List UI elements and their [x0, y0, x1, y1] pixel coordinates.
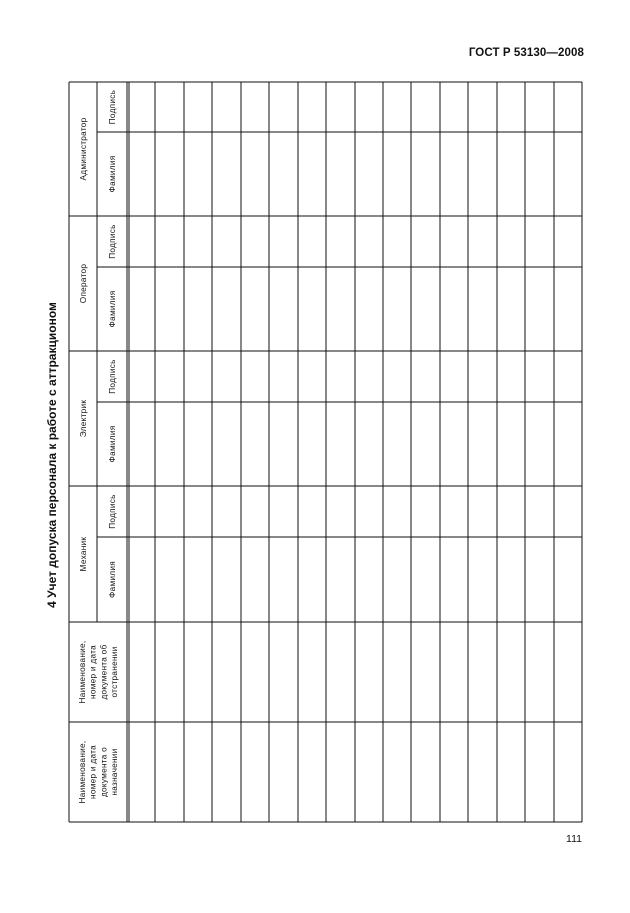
table-grid [69, 82, 582, 822]
group-header-4: Администратор [79, 117, 88, 181]
table-headers [78, 90, 119, 804]
surname-header: Фамилия [108, 290, 117, 328]
section-title: 4 Учет допуска персонала к работе с аттракционом [45, 302, 59, 608]
header-appointment-document: Наименование, номер и дата документа о назначении [78, 740, 119, 804]
signature-header: Подпись [108, 89, 117, 125]
group-header-1: Механик [79, 536, 88, 572]
surname-header: Фамилия [108, 561, 117, 598]
header-removal-document: Наименование, номер и дата документа об отстранении [78, 640, 119, 704]
standard-number: ГОСТ Р 53130—2008 [468, 47, 584, 59]
signature-header: Подпись [108, 224, 117, 259]
signature-header: Подпись [108, 494, 117, 529]
signature-header: Подпись [108, 359, 117, 394]
surname-header: Фамилия [108, 425, 117, 463]
page-number: 111 [566, 833, 582, 845]
group-header-3: Оператор [79, 263, 88, 304]
group-header-2: Электрик [79, 399, 88, 438]
surname-header: Фамилия [108, 155, 117, 193]
